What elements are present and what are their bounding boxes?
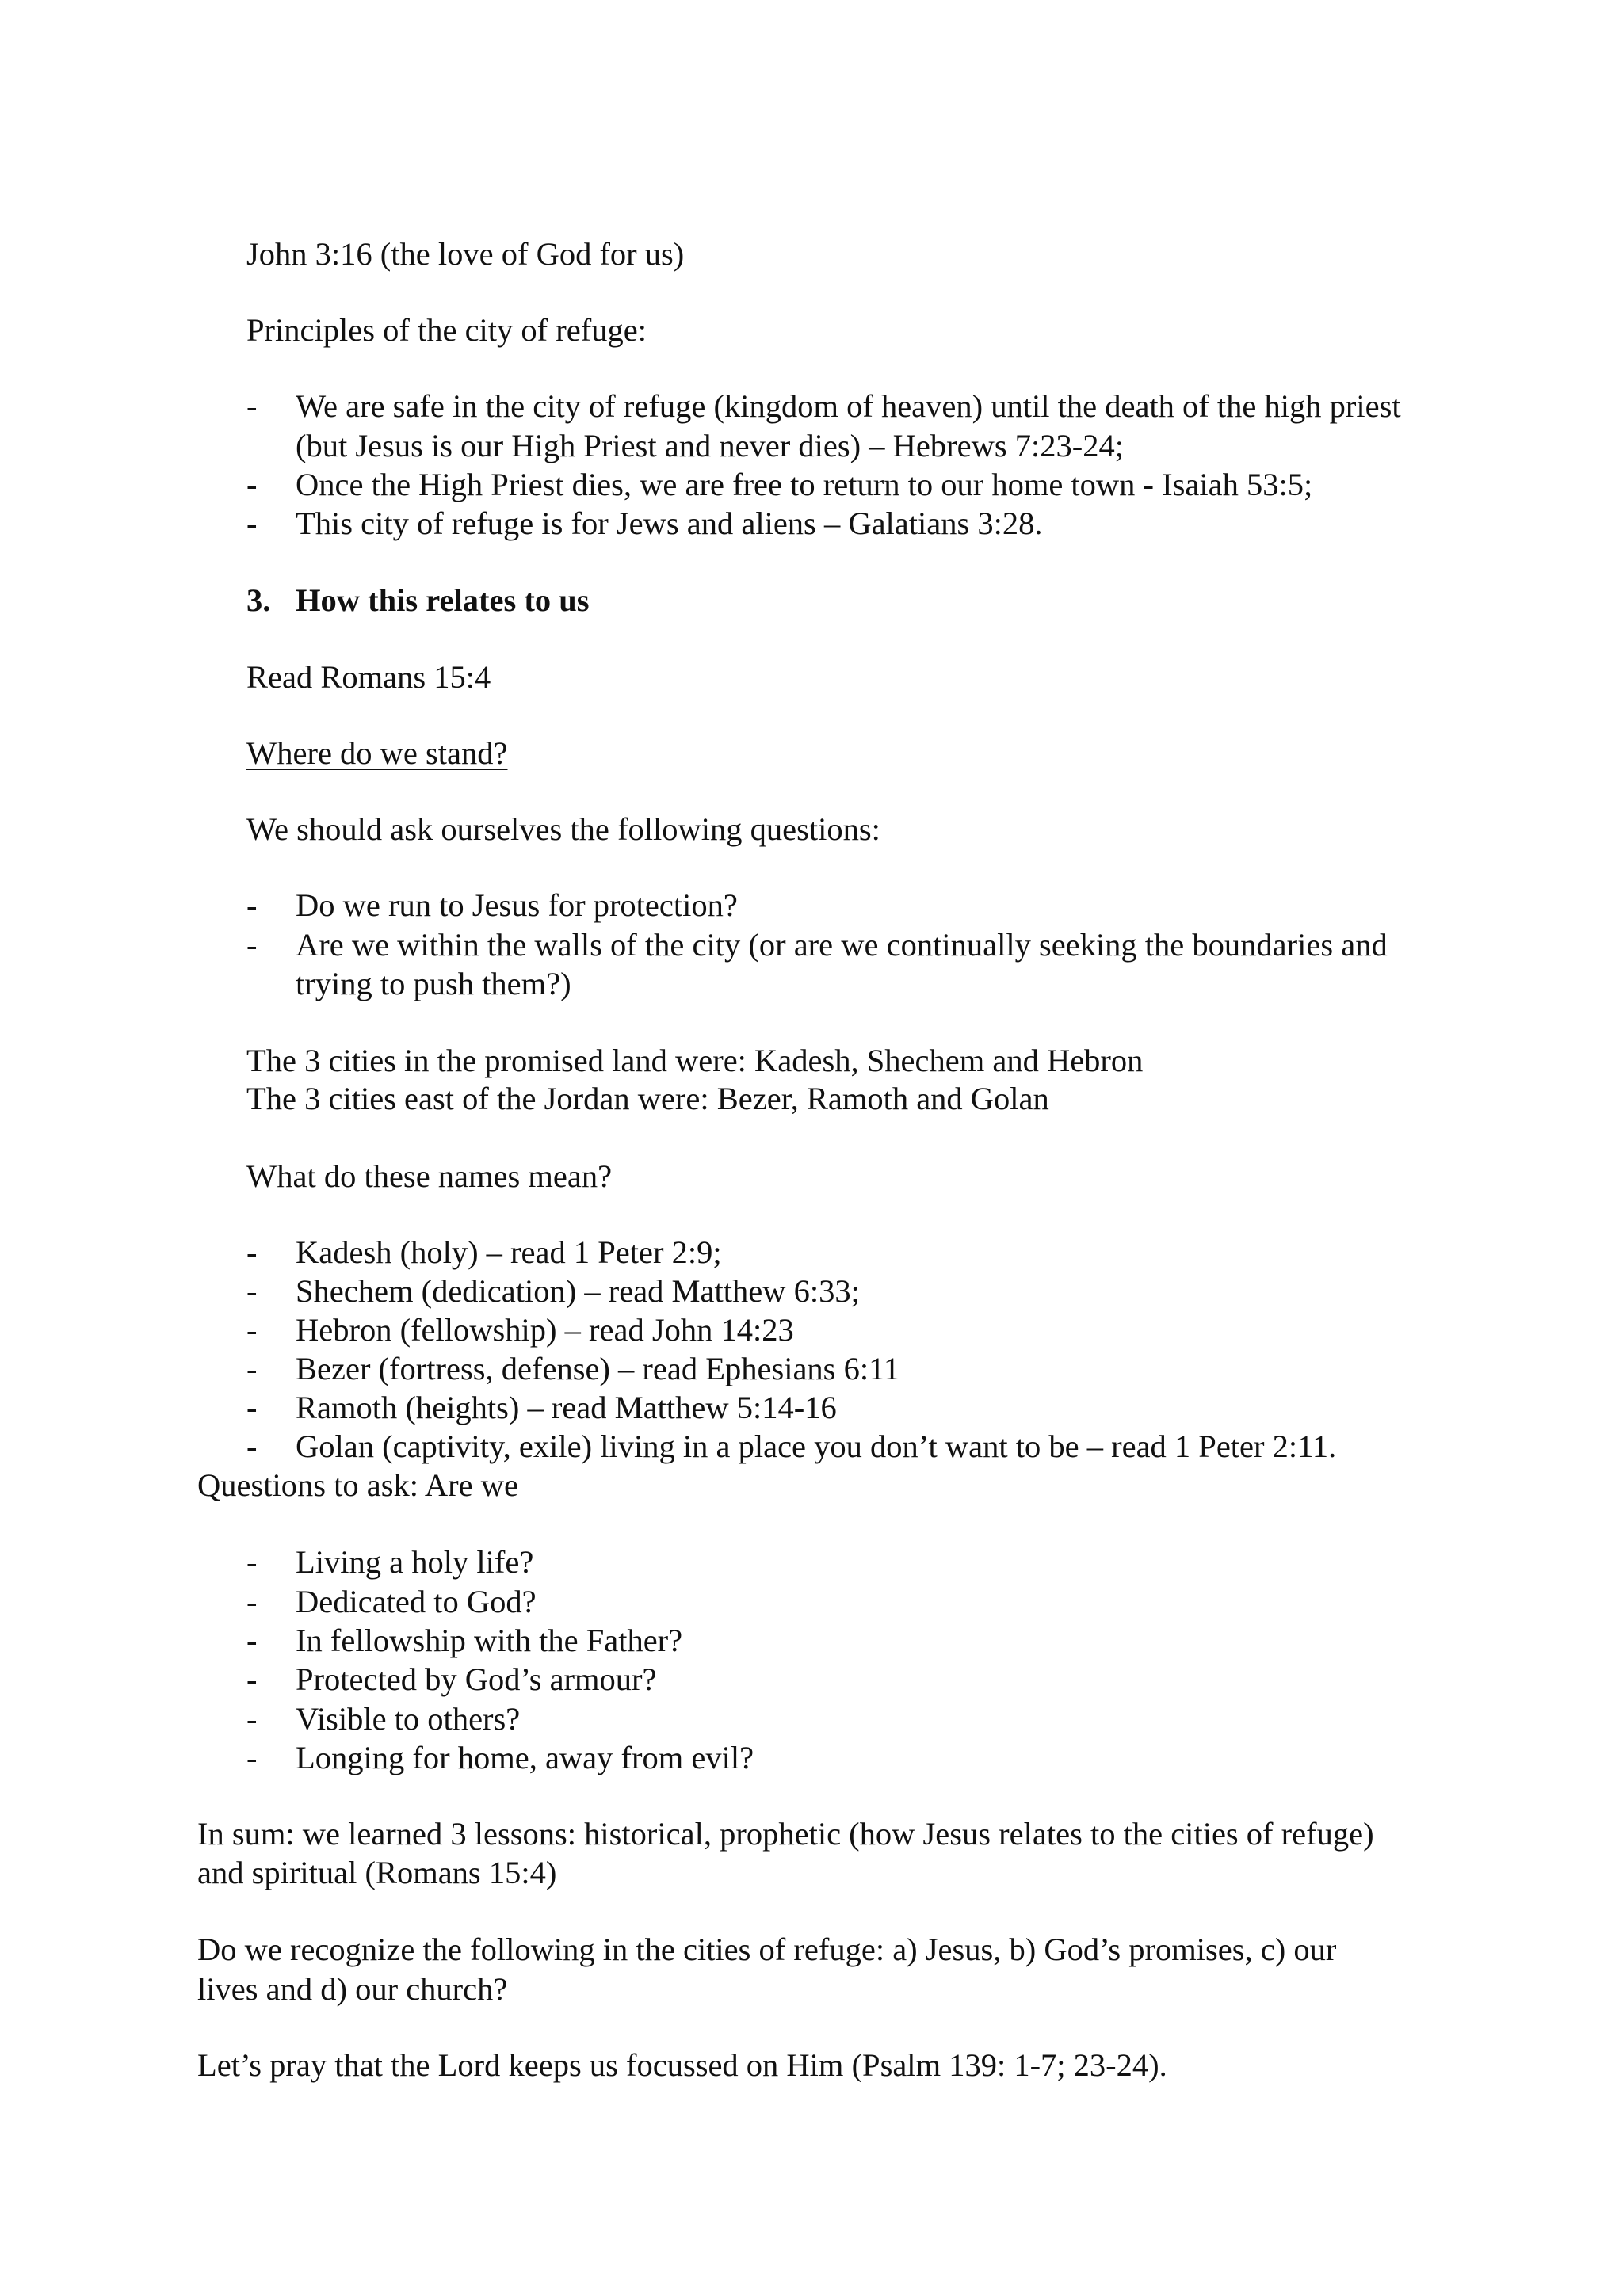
recognize-paragraph: Do we recognize the following in the cities of refuge: a) Jesus, b) God’s promises, c) our <box>197 1932 1337 1967</box>
list-bullet: - <box>246 1584 258 1619</box>
names-question: What do these names mean? <box>246 1158 613 1194</box>
list-bullet: - <box>246 1351 258 1386</box>
questions-intro: We should ask ourselves the following questions: <box>246 811 880 847</box>
list-item: Once the High Priest dies, we are free to return to our home town - Isaiah 53:5; <box>296 467 1313 502</box>
list-item: Dedicated to God? <box>296 1584 537 1619</box>
list-bullet: - <box>246 927 258 963</box>
list-bullet: - <box>246 1273 258 1309</box>
summary-paragraph: In sum: we learned 3 lessons: historical, prophetic (how Jesus relates to the cities of refuge) <box>197 1816 1374 1852</box>
list-bullet: - <box>246 1312 258 1348</box>
list-bullet: - <box>246 1390 258 1425</box>
intro-line: John 3:16 (the love of God for us) <box>246 236 685 272</box>
list-bullet: - <box>246 1623 258 1658</box>
list-item: We are safe in the city of refuge (kingdom of heaven) until the death of the high priest <box>296 388 1401 424</box>
list-item: Protected by God’s armour? <box>296 1661 657 1697</box>
questions-to-ask-line: Questions to ask: Are we <box>197 1467 518 1503</box>
list-bullet: - <box>246 388 258 424</box>
list-item: Golan (captivity, exile) living in a place you don’t want to be – read 1 Peter 2:11. <box>296 1428 1337 1464</box>
cities-promised-line: The 3 cities in the promised land were: Kadesh, Shechem and Hebron <box>246 1043 1144 1078</box>
list-item: In fellowship with the Father? <box>296 1623 683 1658</box>
list-bullet: - <box>246 1428 258 1464</box>
list-bullet: - <box>246 887 258 923</box>
list-item: This city of refuge is for Jews and aliens – Galatians 3:28. <box>296 505 1043 541</box>
list-item: Shechem (dedication) – read Matthew 6:33; <box>296 1273 860 1309</box>
list-bullet: - <box>246 1661 258 1697</box>
section-heading: How this relates to us <box>296 582 590 618</box>
cities-east-line: The 3 cities east of the Jordan were: Bezer, Ramoth and Golan <box>246 1081 1049 1116</box>
list-item: Do we run to Jesus for protection? <box>296 887 738 923</box>
list-item-continuation: (but Jesus is our High Priest and never dies) – Hebrews 7:23-24; <box>296 428 1124 463</box>
principles-heading: Principles of the city of refuge: <box>246 312 647 348</box>
read-romans-line: Read Romans 15:4 <box>246 659 491 695</box>
prayer-line: Let’s pray that the Lord keeps us focussed on Him (Psalm 139: 1-7; 23-24). <box>197 2047 1167 2083</box>
list-bullet: - <box>246 1701 258 1737</box>
list-item: Longing for home, away from evil? <box>296 1740 754 1775</box>
list-item: Bezer (fortress, defense) – read Ephesians 6:11 <box>296 1351 900 1386</box>
list-item: Hebron (fellowship) – read John 14:23 <box>296 1312 794 1348</box>
recognize-paragraph-continuation: lives and d) our church? <box>197 1971 508 2007</box>
list-item: Ramoth (heights) – read Matthew 5:14-16 <box>296 1390 837 1425</box>
list-bullet: - <box>246 1544 258 1580</box>
list-item: Kadesh (holy) – read 1 Peter 2:9; <box>296 1234 722 1270</box>
list-bullet: - <box>246 505 258 541</box>
list-item: Living a holy life? <box>296 1544 534 1580</box>
list-bullet: - <box>246 1740 258 1775</box>
list-item: Are we within the walls of the city (or are we continually seeking the boundaries and <box>296 927 1388 963</box>
section-number: 3. <box>246 582 271 618</box>
summary-paragraph-continuation: and spiritual (Romans 15:4) <box>197 1855 557 1890</box>
subheading-where-stand: Where do we stand? <box>246 735 508 771</box>
list-item-continuation: trying to push them?) <box>296 966 571 1001</box>
list-bullet: - <box>246 467 258 502</box>
list-item: Visible to others? <box>296 1701 521 1737</box>
list-bullet: - <box>246 1234 258 1270</box>
